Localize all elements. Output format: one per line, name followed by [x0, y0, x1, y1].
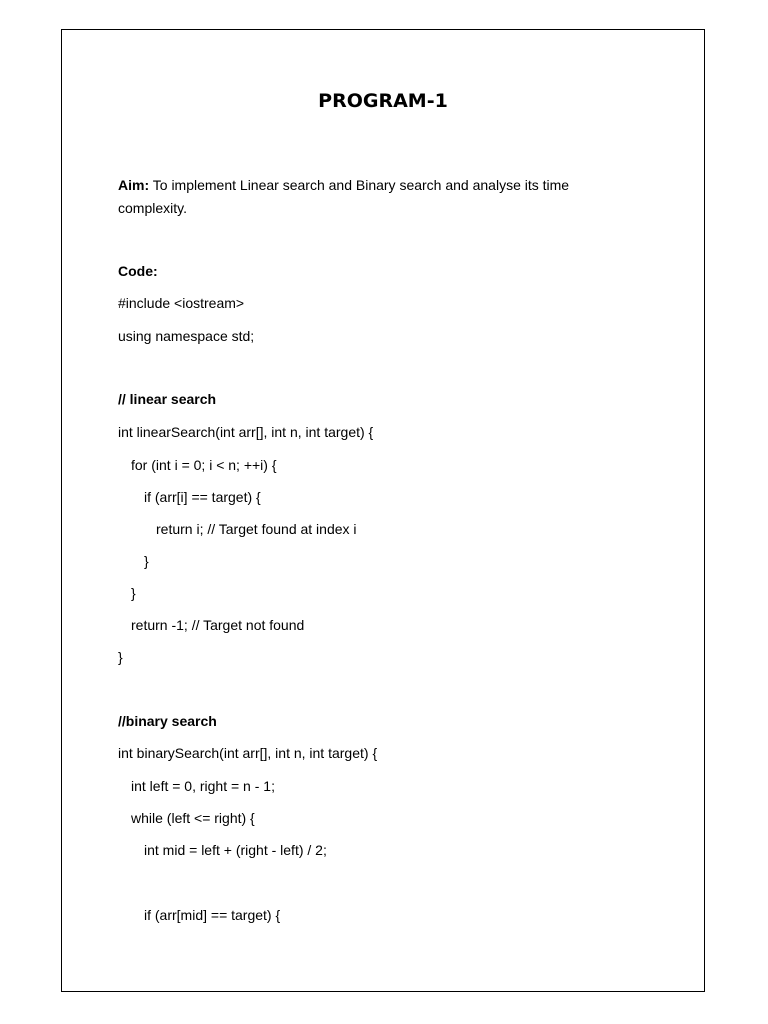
code-line: #include <iostream> [118, 295, 245, 311]
aim-text: To implement Linear search and Binary search and analyse its time complexity. [118, 177, 570, 216]
code-line: while (left <= right) { [131, 810, 255, 826]
code-line: for (int i = 0; i < n; ++i) { [131, 457, 277, 473]
page-title: PROGRAM-1 [318, 90, 448, 112]
aim-label: Aim: [118, 177, 150, 193]
code-line: int mid = left + (right - left) / 2; [144, 842, 327, 858]
code-line: if (arr[i] == target) { [144, 489, 261, 505]
code-line: int linearSearch(int arr[], int n, int target) { [118, 424, 374, 440]
code-line: return -1; // Target not found [131, 617, 305, 633]
code-line: } [144, 553, 149, 569]
code-line: int left = 0, right = n - 1; [131, 778, 275, 794]
code-comment-heading: //binary search [118, 713, 217, 729]
code-comment-heading: // linear search [118, 391, 217, 407]
code-line: int binarySearch(int arr[], int n, int target) { [118, 745, 378, 761]
document-page [61, 29, 705, 992]
aim-paragraph [118, 174, 618, 220]
code-line: } [131, 585, 136, 601]
code-label: Code: [118, 263, 158, 279]
code-line: return i; // Target found at index i [156, 521, 357, 537]
code-line: } [118, 649, 123, 665]
code-line: if (arr[mid] == target) { [144, 907, 281, 923]
code-line: using namespace std; [118, 328, 255, 344]
